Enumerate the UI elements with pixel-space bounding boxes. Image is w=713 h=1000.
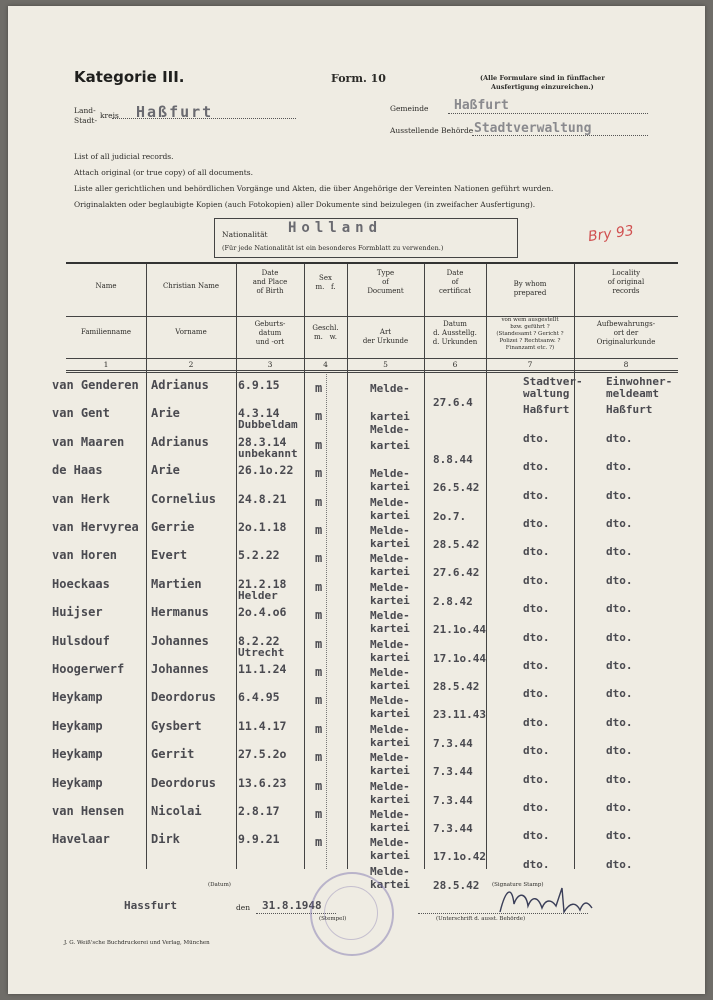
col-5-en: Type of Document xyxy=(367,269,404,295)
row-17-vorname: Dirk xyxy=(151,832,180,847)
row-1-prepared-by: Stadtver- waltung xyxy=(523,375,583,400)
col-8-en: Locality of original records xyxy=(607,269,645,295)
row-3-vorname: Adrianus xyxy=(151,434,209,449)
table-header-rule xyxy=(66,316,678,317)
row-14-prepared-by: dto. xyxy=(523,744,550,758)
row-6-cert-date: 28.5.42 xyxy=(433,538,480,551)
row-3-birth-place: unbekannt xyxy=(238,446,298,460)
stadt-label: Stadt- xyxy=(74,116,97,125)
row-1-cert-date: 27.6.4 xyxy=(433,396,473,409)
row-6-locality: dto. xyxy=(606,517,633,530)
row-3-prepared-by: dto. xyxy=(523,431,550,445)
col-5-num: 5 xyxy=(383,360,388,369)
row-7-sex: m xyxy=(315,551,323,566)
row-2-birth-date: 4.3.14 xyxy=(238,406,280,421)
row-16-cert-date: 7.3.44 xyxy=(433,822,473,835)
row-15-locality: dto. xyxy=(606,772,633,786)
row-8-birth-date: 21.2.18 xyxy=(238,576,287,591)
col-5-de: Art der Urkunde xyxy=(362,328,409,345)
row-9-locality: dto. xyxy=(606,602,633,616)
row-12-locality: dto. xyxy=(606,687,633,701)
row-1-name: van Genderen xyxy=(52,378,139,392)
sex-split xyxy=(326,374,327,869)
row-17-prepared-by: dto. xyxy=(523,829,550,843)
col-6-de: Datum d. Ausstellg. d. Urkunden xyxy=(432,320,478,346)
table-number-rule xyxy=(66,370,678,371)
round-stamp-inner xyxy=(324,886,378,940)
row-11-sex: m xyxy=(315,665,323,679)
handwritten-signature xyxy=(492,882,602,922)
row-10-birth-date: 8.2.22 xyxy=(238,633,280,648)
row-5-vorname: Cornelius xyxy=(151,491,217,506)
row-14-sex: m xyxy=(315,750,323,765)
row-17-locality: dto. xyxy=(606,829,633,843)
form-number: Form. 10 xyxy=(331,72,386,85)
row-2-birth-place: Dubbeldam xyxy=(238,418,298,432)
col-1-de: Familienname xyxy=(80,328,132,336)
kreis-value: Haßfurt xyxy=(136,103,214,121)
row-17-birth-date: 9.9.21 xyxy=(238,832,280,847)
signature-stamp-label: (Signature Stamp) xyxy=(492,882,544,888)
row-16-name: van Hensen xyxy=(52,804,125,818)
row-17-sex: m xyxy=(315,835,323,850)
row-13-cert-date: 7.3.44 xyxy=(433,736,473,750)
landkreis-label xyxy=(74,106,97,126)
col-1-en: Name xyxy=(95,282,117,290)
row-13-birth-date: 11.4.17 xyxy=(238,718,287,733)
row-9-birth-date: 2o.4.o6 xyxy=(238,605,287,620)
col-divider-2 xyxy=(236,264,237,869)
row-2-name: van Gent xyxy=(52,406,110,421)
row-11-name: Hoogerwerf xyxy=(52,662,125,676)
row-7-cert-date: 27.6.42 xyxy=(433,566,480,580)
col-6-num: 6 xyxy=(452,360,458,369)
nationality-value: Holland xyxy=(288,220,383,236)
row-6-sex: m xyxy=(315,523,323,537)
row-12-birth-date: 6.4.95 xyxy=(238,690,280,705)
kreis-label: kreis xyxy=(100,111,119,120)
row-3-locality: dto. xyxy=(606,431,633,445)
instruction-2: Attach original (or true copy) of all documents. xyxy=(74,168,254,177)
red-handwritten-mark: Bry 93 xyxy=(587,222,635,246)
row-7-document: Melde- kartei xyxy=(370,552,410,579)
row-14-locality: dto. xyxy=(606,744,633,758)
row-11-cert-date: 28.5.42 xyxy=(433,680,480,693)
col-divider-7 xyxy=(574,264,575,869)
row-6-document: Melde- kartei xyxy=(370,524,410,550)
row-15-sex: m xyxy=(315,778,323,793)
row-12-sex: m xyxy=(315,693,323,708)
row-13-sex: m xyxy=(315,721,323,736)
row-9-prepared-by: dto. xyxy=(523,602,550,616)
table-de-rule xyxy=(66,358,678,359)
row-3-name: van Maaren xyxy=(52,434,125,449)
row-6-prepared-by: dto. xyxy=(523,517,550,530)
footer-date: 31.8.1948 xyxy=(262,899,322,912)
row-8-vorname: Martien xyxy=(151,576,202,591)
row-10-birth-place: Utrecht xyxy=(238,645,285,659)
row-12-cert-date: 23.11.43 xyxy=(433,708,486,722)
table-number-rule-2 xyxy=(66,372,678,373)
row-4-name: de Haas xyxy=(52,463,103,478)
col-divider-4 xyxy=(347,264,348,869)
row-16-vorname: Nicolai xyxy=(151,804,202,818)
col-7-num: 7 xyxy=(527,360,533,369)
row-13-document: Melde- kartei xyxy=(370,722,410,749)
row-1-document: Melde- xyxy=(370,382,410,395)
col-1-num: 1 xyxy=(103,360,109,369)
row-12-vorname: Deordorus xyxy=(151,690,217,705)
row-14-vorname: Gerrit xyxy=(151,747,195,762)
row-11-vorname: Johannes xyxy=(151,662,209,676)
row-17-document: Melde- kartei xyxy=(370,836,410,863)
col-divider-5 xyxy=(424,264,425,869)
row-7-birth-date: 5.2.22 xyxy=(238,548,280,563)
row-16-document: Melde- kartei xyxy=(370,808,410,834)
row-3-cert-date: 8.8.44 xyxy=(433,452,473,466)
row-2-sex: m xyxy=(315,409,323,424)
nationality-note: (Für jede Nationalität ist ein besonderes Formblatt zu verwenden.) xyxy=(222,244,444,252)
row-8-locality: dto. xyxy=(606,573,633,587)
row-8-document: Melde- kartei xyxy=(370,580,410,607)
kategorie-title: Kategorie III. xyxy=(74,68,185,86)
row-16-birth-date: 2.8.17 xyxy=(238,804,280,818)
row-2-vorname: Arie xyxy=(151,406,180,421)
row-8-birth-place: Helder xyxy=(238,588,278,602)
row-10-cert-date: 17.1o.44 xyxy=(433,651,486,665)
gemeinde-line xyxy=(448,113,648,114)
col-4-en: Sex m. f. xyxy=(315,274,336,291)
col-7-en: By whom prepared xyxy=(513,280,547,297)
row-5-sex: m xyxy=(315,494,323,509)
instruction-4: Originalakten oder beglaubigte Kopien (auch Fotokopien) aller Dokumente sind beizulegen (in zweifacher Ausfertigung). xyxy=(74,200,536,209)
form-note xyxy=(480,74,605,92)
row-13-vorname: Gysbert xyxy=(151,718,202,733)
row-3-birth-date: 28.3.14 xyxy=(238,434,287,449)
row-12-name: Heykamp xyxy=(52,690,103,705)
row-16-locality: dto. xyxy=(606,801,633,814)
datum-label: (Datum) xyxy=(208,882,231,888)
row-18-cert-date: 28.5.42 xyxy=(433,878,480,892)
row-15-prepared-by: dto. xyxy=(523,772,550,786)
row-9-cert-date: 21.1o.44 xyxy=(433,623,486,637)
ausstellende-value: Stadtverwaltung xyxy=(474,121,592,136)
row-5-prepared-by: dto. xyxy=(523,488,550,502)
row-2-prepared-by: Haßfurt xyxy=(523,403,570,417)
row-18-document: Melde- kartei xyxy=(370,864,410,891)
row-10-locality: dto. xyxy=(606,630,633,644)
row-10-name: Hulsdouf xyxy=(52,633,110,648)
row-1-vorname: Adrianus xyxy=(151,378,209,392)
row-17-cert-date: 17.1o.42 xyxy=(433,850,486,864)
row-2-document: kartei Melde- xyxy=(370,410,410,437)
col-4-de: Geschl. m. w. xyxy=(312,324,339,341)
stempel-label: (Stempel) xyxy=(319,916,347,922)
row-6-name: van Hervyrea xyxy=(52,520,139,534)
col-2-num: 2 xyxy=(188,360,194,369)
row-4-vorname: Arie xyxy=(151,463,180,478)
col-2-de: Vorname xyxy=(175,328,207,336)
row-15-vorname: Deordorus xyxy=(151,775,217,790)
row-4-prepared-by: dto. xyxy=(523,460,550,474)
row-13-locality: dto. xyxy=(606,715,633,729)
row-11-locality: dto. xyxy=(606,659,633,672)
col-divider-1 xyxy=(146,264,147,869)
row-11-document: Melde- kartei xyxy=(370,666,410,692)
row-14-document: Melde- kartei xyxy=(370,751,410,778)
row-7-name: van Horen xyxy=(52,548,118,563)
row-15-name: Heykamp xyxy=(52,775,103,790)
row-12-document: Melde- kartei xyxy=(370,694,410,721)
row-14-cert-date: 7.3.44 xyxy=(433,765,473,779)
col-3-de: Geburts- datum und -ort xyxy=(254,320,286,346)
footer-place: Hassfurt xyxy=(124,899,177,912)
row-15-birth-date: 13.6.23 xyxy=(238,775,287,790)
row-7-prepared-by: dto. xyxy=(523,545,550,559)
col-divider-3 xyxy=(304,264,305,869)
row-5-cert-date: 2o.7. xyxy=(433,509,467,523)
col-3-num: 3 xyxy=(267,360,273,369)
ausstellende-label: Ausstellende Behörde xyxy=(390,126,474,135)
row-15-document: Melde- kartei xyxy=(370,779,410,806)
col-4-num: 4 xyxy=(323,360,328,369)
row-16-sex: m xyxy=(315,807,323,821)
row-8-cert-date: 2.8.42 xyxy=(433,594,473,608)
col-8-num: 8 xyxy=(623,360,629,369)
row-4-sex: m xyxy=(315,466,323,481)
instruction-1: List of all judicial records. xyxy=(74,152,174,161)
col-divider-6 xyxy=(486,264,487,869)
row-4-document: Melde- kartei xyxy=(370,467,410,494)
row-1-sex: m xyxy=(315,381,323,395)
row-6-birth-date: 2o.1.18 xyxy=(238,520,287,534)
row-8-name: Hoeckaas xyxy=(52,576,110,591)
row-5-birth-date: 24.8.21 xyxy=(238,491,287,506)
unterschrift-label: (Unterschrift d. ausst. Behörde) xyxy=(436,916,526,922)
document-page xyxy=(8,6,705,994)
row-9-name: Huijser xyxy=(52,605,103,620)
instruction-3: Liste aller gerichtlichen und behördlichen Vorgänge und Akten, die über Angehörige der Vereinten Nationen geführt wurden. xyxy=(74,184,554,193)
row-18-locality: dto. xyxy=(606,857,633,871)
col-2-en: Christian Name xyxy=(162,282,220,290)
row-13-prepared-by: dto. xyxy=(523,715,550,729)
row-10-vorname: Johannes xyxy=(151,633,209,648)
form-note-line-2: Ausfertigung einzureichen.) xyxy=(491,83,594,91)
gemeinde-label: Gemeinde xyxy=(390,104,429,113)
row-5-document: Melde- kartei xyxy=(370,495,410,522)
row-10-prepared-by: dto. xyxy=(523,630,550,644)
row-14-name: Heykamp xyxy=(52,747,103,762)
footer-den: den xyxy=(236,903,251,912)
row-8-prepared-by: dto. xyxy=(523,573,550,587)
row-7-vorname: Evert xyxy=(151,548,188,563)
row-5-name: van Herk xyxy=(52,491,110,506)
row-3-document: kartei xyxy=(370,438,410,452)
row-14-birth-date: 27.5.2o xyxy=(238,747,287,762)
row-9-document: Melde- kartei xyxy=(370,609,410,636)
row-15-cert-date: 7.3.44 xyxy=(433,793,473,807)
row-5-locality: dto. xyxy=(606,488,633,502)
printer-imprint: J. G. Weiß'sche Buchdruckerei und Verlag, München xyxy=(64,940,210,946)
col-8-de: Aufbewahrungs- ort der Originalurkunde xyxy=(596,320,656,346)
row-4-cert-date: 26.5.42 xyxy=(433,481,480,495)
col-3-en: Date and Place of Birth xyxy=(252,269,288,295)
land-label: Land- xyxy=(74,106,96,115)
row-11-birth-date: 11.1.24 xyxy=(238,662,287,676)
row-10-document: Melde- kartei xyxy=(370,637,410,664)
row-13-name: Heykamp xyxy=(52,718,103,733)
row-11-prepared-by: dto. xyxy=(523,659,550,672)
row-7-locality: dto. xyxy=(606,545,633,559)
row-2-locality: Haßfurt xyxy=(606,403,653,417)
row-16-prepared-by: dto. xyxy=(523,801,550,814)
row-10-sex: m xyxy=(315,636,323,651)
row-8-sex: m xyxy=(315,579,323,594)
row-18-prepared-by: dto. xyxy=(523,857,550,871)
row-3-sex: m xyxy=(315,437,323,452)
row-9-vorname: Hermanus xyxy=(151,605,209,620)
col-7-de: von wem ausgestellt bzw. geführt ? (Standesamt ? Gericht ? Polizei ? Rechtsanw. ? Finanzamt etc. ?) xyxy=(496,317,564,351)
form-note-line-1: (Alle Formulare sind in fünffacher xyxy=(480,74,605,82)
row-6-vorname: Gerrie xyxy=(151,520,195,534)
nationality-label: Nationalität xyxy=(222,230,268,239)
gemeinde-value: Haßfurt xyxy=(454,98,509,113)
table-top-rule xyxy=(66,262,678,264)
col-6-en: Date of certificat xyxy=(438,269,472,295)
row-9-sex: m xyxy=(315,608,323,623)
row-1-locality: Einwohner- meldeamt xyxy=(606,375,673,400)
row-12-prepared-by: dto. xyxy=(523,687,550,701)
row-1-birth-date: 6.9.15 xyxy=(238,378,280,392)
row-4-locality: dto. xyxy=(606,460,633,474)
row-17-name: Havelaar xyxy=(52,832,110,847)
row-4-birth-date: 26.1o.22 xyxy=(238,463,294,478)
